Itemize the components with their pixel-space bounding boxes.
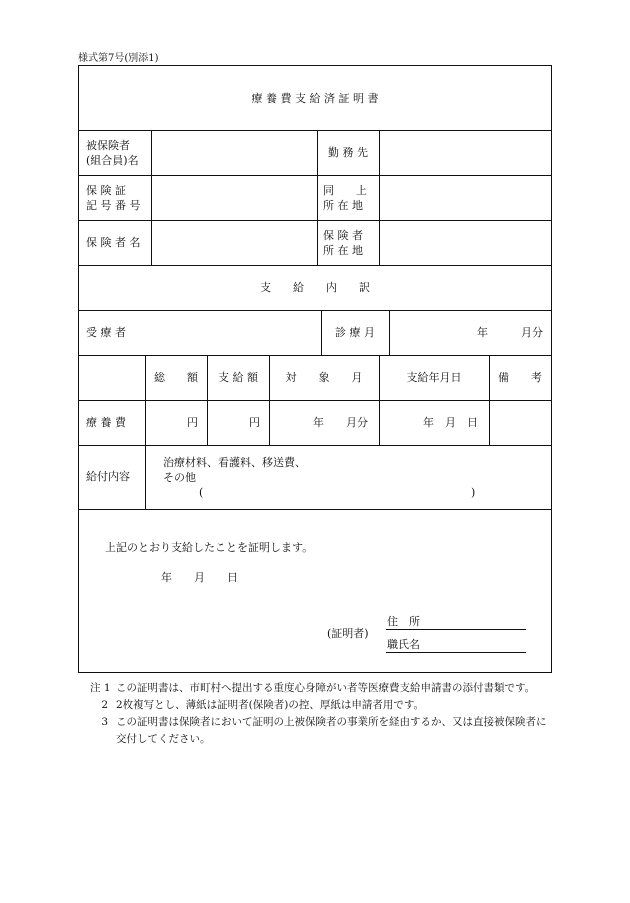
workplace-label: 勤 務 先 (328, 146, 368, 159)
address-underline (386, 629, 526, 630)
note-text: この証明書は、市町村へ提出する重度心身障がい者等医療費支給申請書の添付書類です。 (116, 682, 536, 694)
note-number: 2 (101, 699, 108, 711)
note-text: 2枚複写とし、薄紙は証明者(保険者)の控、厚紙は申請者用です。 (116, 699, 425, 711)
insured-name-label: 被保険者 (86, 139, 130, 152)
treatment-month-value: 年 月分 (477, 326, 543, 339)
divider (79, 265, 551, 266)
payment-date-value: 年 月 日 (423, 416, 478, 429)
divider (79, 445, 551, 446)
insurer-name-label: 保 険 者 名 (86, 236, 141, 249)
divider (145, 355, 146, 445)
divider (379, 130, 380, 265)
medical-fee-label: 療 養 費 (86, 416, 126, 429)
divider (489, 355, 490, 445)
divider (389, 310, 390, 355)
certification-date: 年 月 日 (161, 571, 238, 584)
divider (79, 400, 551, 401)
same-label: 同 上 (323, 184, 367, 197)
form-title: 療 養 費 支 給 済 証 明 書 (251, 92, 379, 105)
divider (269, 355, 270, 445)
certifier-label: (証明者) (327, 627, 369, 640)
benefit-content-label: 給付内容 (86, 470, 130, 483)
divider (79, 355, 551, 356)
header-total: 総 額 (154, 371, 198, 384)
total-yen: 円 (187, 416, 198, 429)
paren-open: ( (199, 486, 204, 499)
paid-yen: 円 (249, 416, 260, 429)
breakdown-heading: 支 給 内 訳 (260, 281, 370, 294)
insurance-card-number-label: 記 号 番 号 (86, 199, 141, 212)
divider (79, 509, 551, 510)
certifier-name-label: 職氏名 (387, 638, 420, 651)
divider (379, 355, 380, 445)
divider (79, 130, 551, 131)
paren-close: ) (471, 486, 476, 499)
patient-label: 受 療 者 (86, 326, 126, 339)
name-underline (386, 652, 526, 653)
note-number: 注 1 (90, 682, 111, 694)
note-number: 3 (101, 716, 108, 728)
notes (90, 680, 550, 748)
divider (151, 130, 152, 265)
certifier-address-label: 住 所 (387, 615, 420, 628)
benefit-line1: 治療材料、看護料、移送費、 (163, 456, 306, 469)
header-remarks: 備 考 (498, 371, 542, 384)
note-item (90, 697, 550, 714)
header-payment-date: 支給年月日 (406, 371, 462, 384)
address-label: 所 在 地 (323, 199, 363, 212)
note-item (90, 714, 550, 748)
insurer-address-label: 所 在 地 (323, 244, 363, 257)
treatment-month-label: 診 療 月 (335, 326, 375, 339)
divider (79, 310, 551, 311)
insurance-card-label: 保 険 証 (86, 184, 126, 197)
insured-name-label-sub: (組合員)名 (86, 154, 139, 167)
header-target-month: 対 象 月 (285, 371, 363, 384)
divider (207, 355, 208, 445)
header-paid: 支 給 額 (218, 371, 258, 384)
certificate-form (78, 65, 552, 673)
divider (79, 175, 551, 176)
note-item (90, 680, 550, 697)
note-text: この証明書は保険者において証明の上被保険者の事業所を経由するか、又は直接被保険者に交付してください。 (116, 716, 547, 745)
benefit-line2: その他 (163, 471, 196, 484)
divider (79, 220, 551, 221)
target-month-value: 年 月分 (313, 416, 368, 429)
insurer-label: 保 険 者 (323, 229, 363, 242)
divider (145, 445, 146, 509)
certification-statement: 上記のとおり支給したことを証明します。 (105, 541, 314, 554)
form-number: 様式第7号(別添1) (78, 53, 159, 64)
